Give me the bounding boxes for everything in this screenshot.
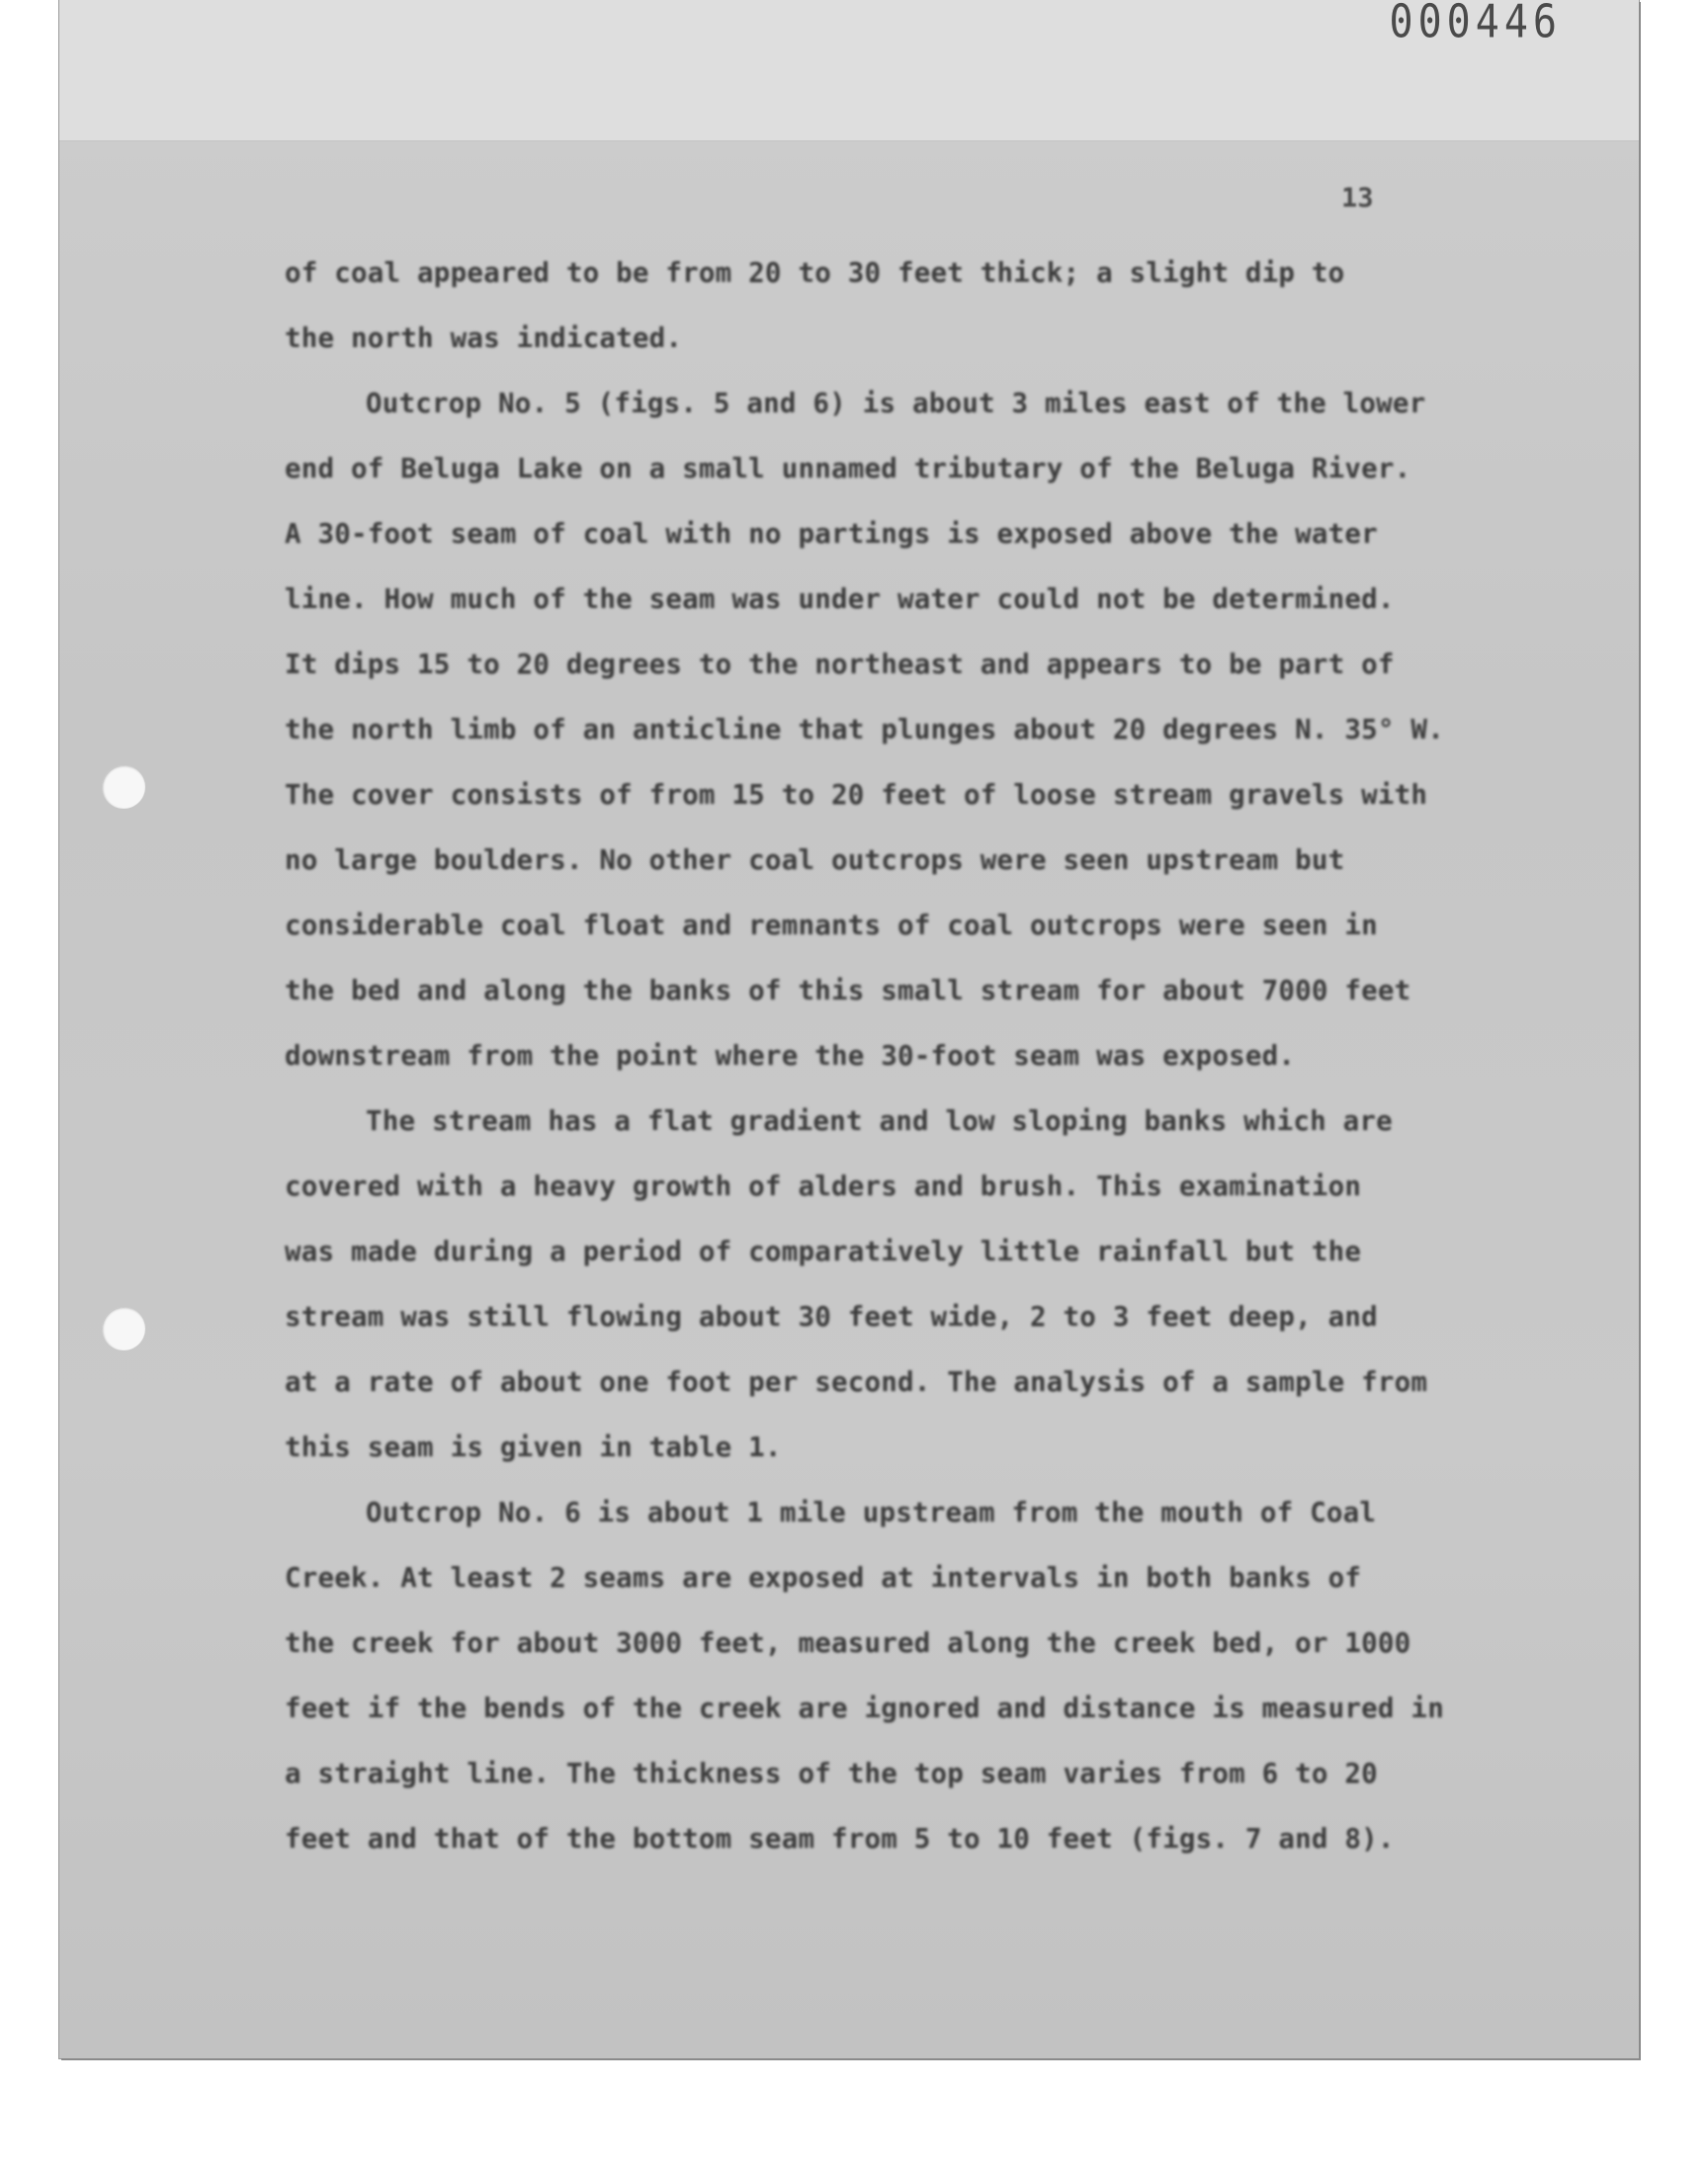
text-line: line. How much of the seam was under water could not be determined. [285, 583, 1395, 615]
body-text [285, 240, 1540, 1871]
text-line: considerable coal float and remnants of coal outcrops were seen in [285, 910, 1378, 941]
text-line: feet if the bends of the creek are ignored and distance is measured in [285, 1693, 1444, 1724]
text-line: at a rate of about one foot per second. The analysis of a sample from [285, 1366, 1428, 1398]
text-line: a straight line. The thickness of the top seam varies from 6 to 20 [285, 1758, 1378, 1789]
text-line: the north was indicated. [285, 322, 683, 354]
text-line: the creek for about 3000 feet, measured along the creek bed, or 1000 [285, 1627, 1411, 1659]
text-line: feet and that of the bottom seam from 5 to 10 feet (figs. 7 and 8). [285, 1823, 1395, 1855]
text-line: The stream has a flat gradient and low sloping banks which are [366, 1105, 1393, 1137]
punch-hole-upper [102, 765, 145, 809]
text-line: the north limb of an anticline that plunges about 20 degrees N. 35° W. [285, 714, 1444, 745]
text-line: this seam is given in table 1. [285, 1432, 782, 1463]
document-stamp-number: 000446 [1389, 0, 1562, 48]
text-line: It dips 15 to 20 degrees to the northeast and appears to be part of [285, 649, 1395, 680]
punch-hole-lower [102, 1307, 145, 1350]
text-line: Outcrop No. 6 is about 1 mile upstream from the mouth of Coal [366, 1497, 1377, 1528]
text-line: Creek. At least 2 seams are exposed at intervals in both banks of [285, 1562, 1362, 1594]
text-line: no large boulders. No other coal outcrops were seen upstream but [285, 844, 1345, 876]
page-number: 13 [1341, 183, 1374, 214]
header-band [59, 0, 1639, 141]
text-line: The cover consists of from 15 to 20 feet of loose stream gravels with [285, 779, 1428, 811]
text-line: Outcrop No. 5 (figs. 5 and 6) is about 3 miles east of the lower [366, 388, 1426, 419]
text-line: was made during a period of comparatively little rainfall but the [285, 1236, 1362, 1267]
text-line: the bed and along the banks of this small stream for about 7000 feet [285, 975, 1411, 1006]
text-line: A 30-foot seam of coal with no partings is exposed above the water [285, 518, 1378, 550]
text-line: covered with a heavy growth of alders and brush. This examination [285, 1171, 1362, 1202]
text-line: stream was still flowing about 30 feet wide, 2 to 3 feet deep, and [285, 1301, 1378, 1333]
text-line: end of Beluga Lake on a small unnamed tributary of the Beluga River. [285, 453, 1411, 484]
text-line: of coal appeared to be from 20 to 30 feet thick; a slight dip to [285, 257, 1345, 289]
text-line: downstream from the point where the 30-foot seam was exposed. [285, 1040, 1296, 1072]
